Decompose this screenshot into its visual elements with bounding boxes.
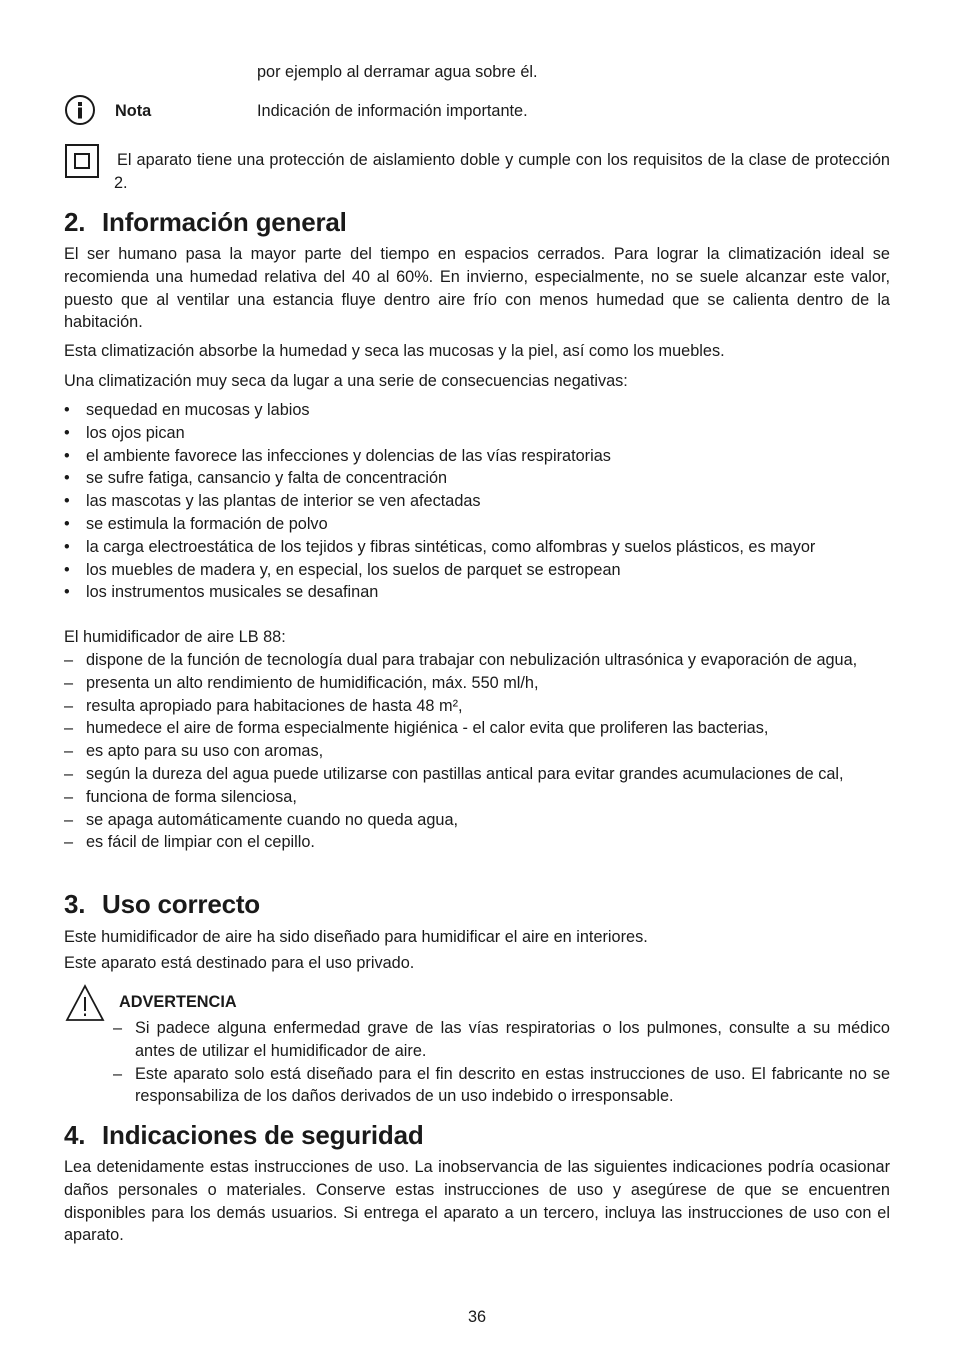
bullet-item (64, 422, 890, 445)
feature-item-text: dispone de la función de tecnología dual para trabajar con nebulización ultrasónica y evaporación de agua, (86, 651, 858, 669)
bullet-item-mark: • (64, 492, 70, 511)
section-4-number: 4. (64, 1120, 86, 1150)
feature-item (64, 786, 890, 809)
feature-item-mark: – (64, 833, 74, 852)
section-3-para-1: Este humidificador de aire ha sido diseñado para humidificar el aire en interiores. (64, 928, 648, 946)
feature-item-mark: – (64, 651, 74, 669)
bullet-item-text: el ambiente favorece las infecciones y dolencias de las vías respiratorias (86, 446, 611, 465)
feature-item-text: se apaga automáticamente cuando no queda agua, (86, 810, 459, 829)
feature-item-mark: – (64, 810, 74, 829)
bullet-item-mark: • (64, 583, 70, 602)
section-4-para-1: Lea detenidamente estas instrucciones de uso. La inobservancia de las siguientes indicaciones podría ocasionar daños personales o materiales. Conserve estas instrucciones de uso y asegúrese de que se encuentren disponibles para los demás usuarios. Si entrega el aparato a un tercero, incluya las instrucciones de uso con el aparato. (64, 1158, 890, 1245)
feature-item-text: funciona de forma silenciosa, (86, 787, 297, 806)
warning-item-mark: – (113, 1064, 123, 1083)
bullet-item-text: se sufre fatiga, cansancio y falta de concentración (86, 469, 448, 488)
feature-item-mark: – (64, 764, 74, 783)
feature-item-mark: – (64, 673, 74, 692)
bullet-item-text: las mascotas y las plantas de interior se ven afectadas (86, 492, 481, 511)
info-icon (65, 95, 95, 125)
bullet-item-mark: • (64, 469, 70, 488)
bullet-item-text: la carga electroestática de los tejidos y fibras sintéticas, como alfombras y suelos plásticos, es mayor (86, 537, 816, 556)
warnings-list (113, 1017, 890, 1108)
feature-item (64, 717, 890, 740)
note-text: Indicación de información importante. (257, 102, 528, 120)
feature-item-text: presenta un alto rendimiento de humidificación, máx. 550 ml/h, (86, 673, 539, 692)
section-2-para-2: Esta climatización absorbe la humedad y seca las mucosas y la piel, así como los muebles. (64, 342, 725, 360)
feature-item (64, 740, 890, 763)
feature-item-text: humedece el aire de forma especialmente higiénica - el calor evita que proliferen las bacterias, (86, 719, 769, 738)
section-3-title: Uso correcto (102, 889, 260, 919)
feature-item-text: es fácil de limpiar con el cepillo. (86, 833, 315, 852)
section-2-number: 2. (64, 207, 86, 237)
feature-item (64, 809, 890, 832)
bullet-item-mark: • (64, 537, 70, 556)
bullet-item-text: los muebles de madera y, en especial, los suelos de parquet se estropean (86, 560, 621, 579)
bullet-item-text: se estimula la formación de polvo (86, 514, 328, 533)
bullet-item-mark: • (64, 446, 70, 465)
warning-item-text: Si padece alguna enfermedad grave de las vías respiratorias o los pulmones, consulte a su médico antes de utilizar el humidificador de aire. (135, 1019, 890, 1060)
note-label: Nota (115, 102, 152, 120)
feature-item-mark: – (64, 719, 74, 738)
feature-item (64, 649, 890, 672)
bullet-item (64, 399, 890, 422)
bullet-item (64, 559, 890, 582)
bullet-item-mark: • (64, 514, 70, 533)
features-list (64, 649, 890, 854)
feature-item (64, 763, 890, 786)
page-number: 36 (467, 1308, 487, 1326)
feature-item-mark: – (64, 696, 74, 715)
double-insulation-icon (65, 144, 99, 178)
class2-text: El aparato tiene una protección de aislamiento doble y cumple con los requisitos de la clase de protección 2. (114, 151, 890, 192)
section-3-number: 3. (64, 889, 86, 919)
section-2-para-3: Una climatización muy seca da lugar a una serie de consecuencias negativas: (64, 372, 628, 390)
bullet-item-text: sequedad en mucosas y labios (86, 401, 310, 419)
warning-item (113, 1063, 890, 1109)
bullet-item (64, 467, 890, 490)
bullet-item (64, 581, 890, 604)
feature-item-mark: – (64, 787, 74, 806)
section-4-title: Indicaciones de seguridad (102, 1120, 424, 1150)
warning-item (113, 1017, 890, 1063)
bullet-item (64, 513, 890, 536)
feature-item (64, 672, 890, 695)
bullet-item-mark: • (64, 423, 70, 442)
feature-item (64, 695, 890, 718)
device-intro: El humidificador de aire LB 88: (64, 628, 286, 646)
feature-item-text: resulta apropiado para habitaciones de hasta 48 m², (86, 696, 463, 715)
feature-item-text: es apto para su uso con aromas, (86, 742, 324, 761)
bullet-item-mark: • (64, 401, 70, 419)
warning-item-mark: – (113, 1019, 123, 1037)
bullet-item-text: los ojos pican (86, 423, 185, 442)
warning-label: ADVERTENCIA (119, 993, 237, 1011)
section-2-title: Información general (102, 207, 347, 237)
warning-item-text: Este aparato solo está diseñado para el fin descrito en estas instrucciones de uso. El fabricante no se responsabiliza de los daños derivados de un uso indebido o irresponsable. (135, 1064, 890, 1106)
feature-item-mark: – (64, 742, 74, 761)
feature-item-text: según la dureza del agua puede utilizarse con pastillas antical para evitar grandes acumulaciones de cal, (86, 764, 844, 783)
section-3-para-2: Este aparato está destinado para el uso privado. (64, 954, 415, 972)
section-2-para-1: El ser humano pasa la mayor parte del tiempo en espacios cerrados. Para lograr la climatización ideal se recomienda una humedad relativa del 40 al 60%. En invierno, especialmente, no se suele alcanzar este valor, puesto que al ventilar una estancia fluye dentro aire frío con menos humedad que se calienta dentro de la habitación. (64, 245, 890, 332)
warning-triangle-icon (64, 983, 106, 1023)
continued-line: por ejemplo al derramar agua sobre él. (257, 63, 538, 81)
bullet-item (64, 536, 890, 559)
bullet-item (64, 490, 890, 513)
bullet-item-mark: • (64, 560, 70, 579)
bullet-item (64, 445, 890, 468)
section-3-heading (64, 888, 260, 920)
feature-item (64, 831, 890, 854)
section-2-heading (64, 206, 347, 238)
consequences-list (64, 399, 890, 604)
bullet-item-text: los instrumentos musicales se desafinan (86, 583, 379, 602)
section-4-heading (64, 1119, 424, 1151)
